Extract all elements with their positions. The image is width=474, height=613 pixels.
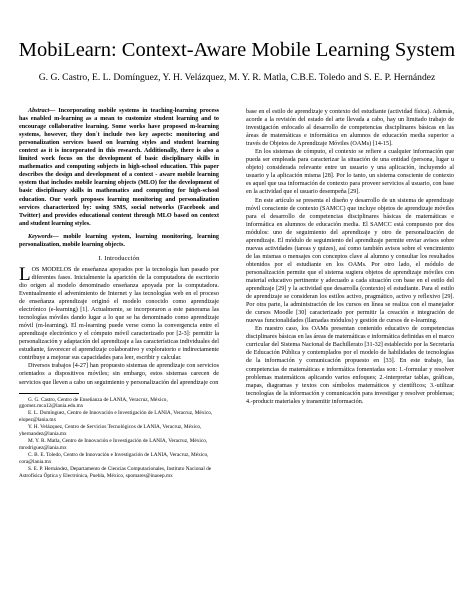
intro-paragraph-1 [19, 263, 219, 363]
footnote-rule [19, 393, 79, 394]
intro-paragraph-1-text: OS MODELOS de enseñanza apoyados por la tecnología han pasado por diferentes fases. Inicialmente la aparición de la computadora de escritorio dio origen al modelo denominado enseñanza apoyada por la computadora. Eventualmente el advenimiento de Internet y las tecnologías web en el proceso de enseñanza aprendizaje originó el modelo conocido como aprendizaje electrónico (e-learning) [1]. Actualmente, se incorporaron a este panorama las tecnologías móviles dando lugar a lo que se ha denominado como aprendizaje móvil (m-learning). El m-learning puede verse como la convergencia entre el aprendizaje electrónico y el cómputo móvil caracterizado por [2-3]: permitir la personalización y adaptación del aprendizaje a las características individuales del estudiante, favorecer el aprendizaje colaborativo y exploratorio e indirectamente contribuye a mejorar sus capacidades para leer, escribir y calcular. [19, 266, 219, 362]
footnote: E. L. Domínguez, Centro de Innovación e Investigación de LANIA, Veracruz, México, elopez@lania.mx [19, 410, 213, 424]
body-paragraph: base en el estilo de aprendizaje y contexto del estudiante (actividad física). Además, acorde a la revisión del estado del arte llevada a cabo, hay un limitado trabajo de investigación enfocado al desarrollo de competencias disciplinares básicas en las áreas de matemáticas e informática en alumnos de educación media superior a través de Objetos de Aprendizaje Móviles (OAMs) [14-15]. [246, 109, 454, 148]
footnote: Y. H. Velázquez, Centro de Servicios Tecnológicos de LANIA, Veracruz, México, yhernandez@lania.mx [19, 424, 202, 438]
drop-cap: L [19, 263, 31, 285]
body-paragraph: En este artículo se presenta el diseño y desarrollo de un sistema de aprendizaje móvil consciente de contexto (SAMCC) que incluye objetos de aprendizaje móviles para el desarrollo de competencias disciplinares básicas de matemáticas e informática en alumnos de educación media. El SAMCC está compuesto por dos módulos: uno de seguimiento del aprendizaje y otro de personalización de aprendizaje. El módulo de seguimiento del aprendizaje permite enviar avisos sobre nuevas actividades (tareas y quizes), así como también avisos sobre el vencimiento de las mismas o mensajes con conceptos clave al alumno y consultar los resultados obtenidos por el estudiante en los OAMs. Por otro lado, el módulo de personalización permite que el sistema sugiera objetos de aprendizaje móviles con material educativo pertinente y adecuado a cada situación con base en el estilo del aprendizaje [29] y la actividad que desarrolla (contexto) el estudiante. Para el estilo de aprendizaje se consideran los estilos activo, pragmático, activo y reflexivo [29]. Por otra parte, la administración de los cursos en línea se realiza con el manejador de cursos Moodle [30] caracterizado por permitir la creación e integración de nuevas funcionalidades (llamadas módulos) y gestión de cursos de e-learning. [246, 197, 454, 325]
abstract-text: Incorporating mobile systems in teaching-learning process has enabled m-learning as a mean to customize student learning and to encourage collaborative learning. Some works have proposed m-learning systems, however, they don´t include two key aspects: monitoring and personalization services based on learning styles and student learning context as it is incorporated in this research. Additionally, there is also a limited work focus on the development of basic disciplinary skills in mathematics and computing subjects in high-school education. This paper describes the design and development of a context - aware mobile learning system that includes mobile learning objects (MLO) for the development of basic disciplinary skills in mathematics and computing for high-school education. Our work proposes learning monitoring and personalization services characterized by: using SMS, social networks (Facebook and Twitter) and provides educational content through MLO based on context and student learning styles. [19, 108, 219, 227]
body-paragraph: En los sistemas de cómputo, el contexto se refiere a cualquier información que pueda ser empleada para caracterizar la situación de una entidad (persona, lugar u objeto) considerada relevante entre un usuario y una aplicación, incluyendo al usuario y la aplicación misma [28]. Por lo tanto, un sistema consciente de contexto es aquel que usa información de contexto para proveer servicios al usuario, con base en la actividad que el usuario desempeña [29]. [246, 149, 454, 196]
footnote: S. E. P. Hernández, Departamento de Ciencias Computacionales, Instituto Nacional de Astrofísica Óptica y Electrónica, Puebla, México, spomares@inaoep.mx [19, 465, 212, 479]
footnote: G. G. Castro, Centro de Enseñanza de LANIA, Veracruz, México, ggomez.mca12@lania.edu.mx [19, 396, 168, 410]
keywords-text: mobile learning system, learning monitoring, learning personalization, mobile learning objects. [19, 233, 219, 248]
right-column [246, 108, 454, 406]
abstract-label: Abstract— [28, 108, 56, 114]
footnote: C. B. E. Toledo, Centro de Innovación e Investigación de LANIA, Veracruz, México, cora@lania.mx [19, 451, 209, 465]
left-column [19, 107, 219, 479]
footnote: M. Y. R. Matla, Centro de Innovación e Investigación de LANIA, Veracruz, México, mrodriguez@lania.mx [19, 437, 208, 451]
author-list: G. G. Castro, E. L. Domínguez, Y. H. Velázquez, M. Y. R. Matla, C.B.E. Toledo and S. E. P. Hernández [38, 72, 436, 83]
keywords-label: Keywords— [28, 233, 59, 240]
keywords [19, 233, 219, 249]
footnotes [19, 397, 219, 480]
body-paragraph: En nuestro caso, los OAMs presentan contenido educativo de competencias disciplinares básicas en las áreas de matemáticas e informática definidas en el marco curricular del Sistema Nacional de Bachillerato [31-32] establecido por la Secretaría de Educación Pública y contemplados por el modelo de habilidades de tecnologías de la información y comunicación propuesto en [33]. En este trabajo, las competencias de matemáticas e informática fomentadas son: 1.-formular y resolver problemas matemáticos aplicando varios enfoques; 2.-interpretar tablas, gráficas, mapas, diagramas y textos con símbolos matemáticos y científicos; 3.-utilizar tecnologías de la información y comunicación para investigar y resolver problemas; 4.-producir materiales y transmitir información. [246, 326, 455, 405]
intro-paragraph-2: Diversos trabajos [4-27] han propuesto sistemas de aprendizaje con servicios orientados a dispositivos móviles; sin embargo, estos sistemas carecen de servicios que lleven a cabo un seguimiento y personalización del aprendizaje con [19, 363, 219, 386]
section-heading-introduction: I. Introducción [98, 254, 140, 262]
abstract [19, 107, 219, 228]
paper-title: MobiLearn: Context-Aware Mobile Learning System [18, 39, 456, 61]
